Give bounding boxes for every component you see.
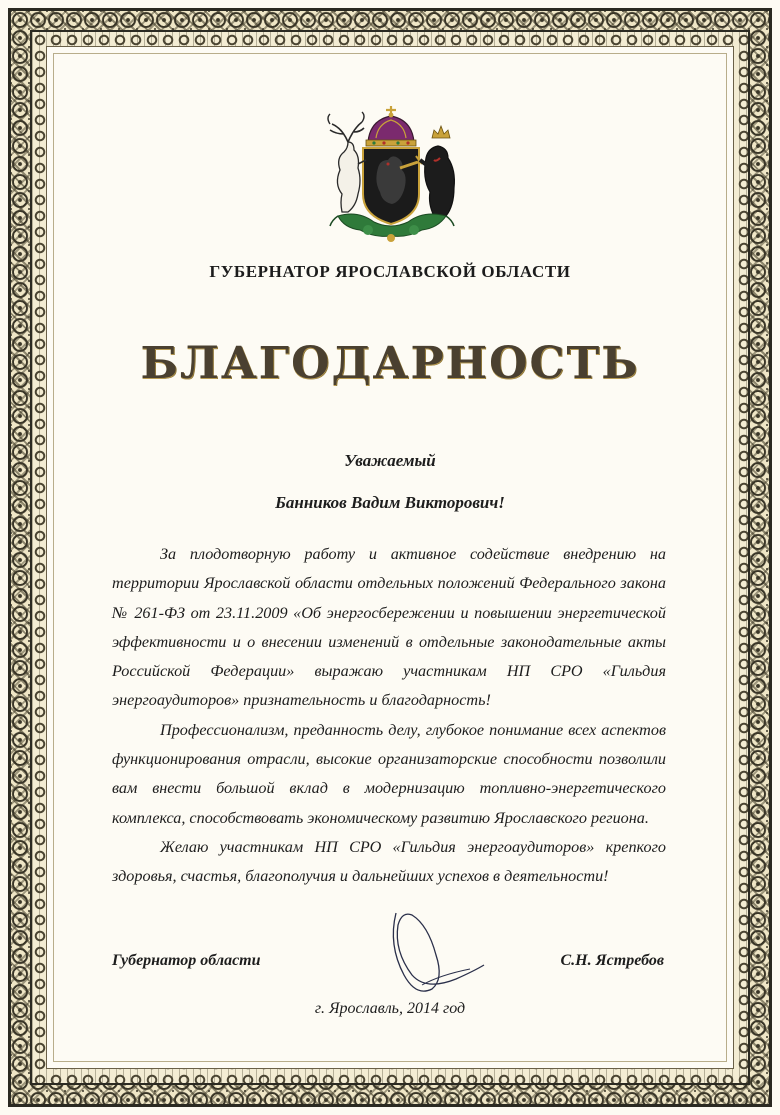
salutation: Уважаемый — [344, 451, 436, 470]
coat-of-arms-icon — [318, 98, 464, 248]
signatory-position: Губернатор области — [112, 952, 261, 969]
body-paragraph-3: Желаю участникам НП СРО «Гильдия энергоаудиторов» крепкого здоровья, счастья, благополучия и дальнейших успехов в деятельности! — [112, 837, 666, 886]
body-paragraph-2: Профессионализм, преданность делу, глубокое понимание всех аспектов функционирования отрасли, высокие организаторские способности позволили вам внести большой вклад в модернизацию топливно-энергетического комплекса, способствовать экономическому развитию Ярославского региона. — [112, 720, 666, 827]
recipient-name: Банников Вадим Викторович! — [275, 493, 505, 512]
body-text — [112, 540, 666, 892]
body-paragraph-1: За плодотворную работу и активное содействие внедрению на территории Ярославской области отдельных положений Федерального закона № 261-ФЗ от 23.11.2009 «Об энергосбережении и повышении энергетической эффективности и о внесении изменений в отдельные законодательные акты Российской Федерации» выражаю участникам НП СРО «Гильдия энергоаудиторов» признательность и благодарность! — [112, 545, 666, 710]
issuer-heading: ГУБЕРНАТОР ЯРОСЛАВСКОЙ ОБЛАСТИ — [209, 262, 571, 281]
handwritten-signature-icon — [382, 905, 492, 1005]
document-title: БЛАГОДАРНОСТЬ — [140, 338, 640, 389]
place-and-date: г. Ярославль, 2014 год — [314, 1000, 466, 1017]
signatory-name: С.Н. Ястребов — [560, 952, 664, 969]
